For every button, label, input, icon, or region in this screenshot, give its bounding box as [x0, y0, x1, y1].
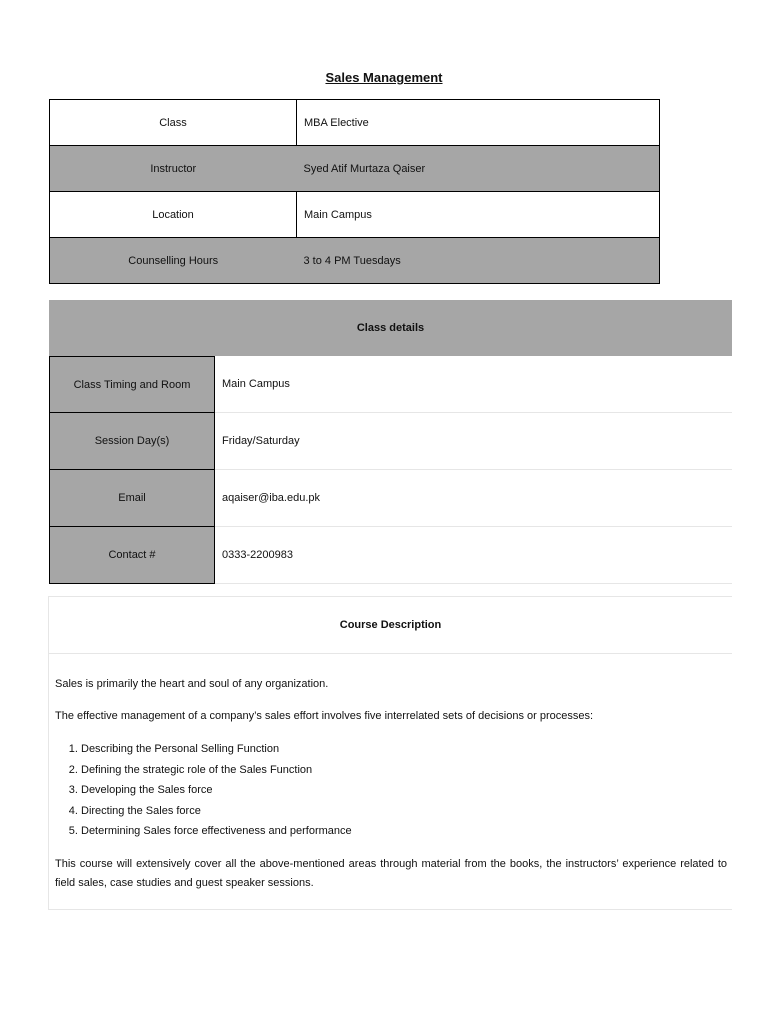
detail-value: Friday/Saturday — [215, 413, 732, 470]
detail-row-timing — [49, 356, 732, 413]
detail-value: aqaiser@iba.edu.pk — [215, 470, 732, 527]
course-intro: Sales is primarily the heart and soul of any organization. — [55, 678, 329, 690]
detail-value: Main Campus — [215, 356, 732, 413]
class-details-table — [49, 356, 732, 584]
course-closing: This course will extensively cover all the above-mentioned areas through material from the books, the instructors’ experience related to field sales, case studies and guest speaker sessions. — [55, 857, 727, 889]
detail-label: Email — [49, 470, 215, 527]
list-item: 2. Defining the strategic role of the Sales Function — [81, 760, 727, 781]
detail-label: Class Timing and Room — [49, 356, 215, 413]
course-description-heading: Course Description — [49, 597, 732, 654]
document-title: Sales Management — [325, 70, 443, 85]
info-row-location — [50, 192, 660, 238]
list-item: 5. Determining Sales force effectiveness and performance — [81, 821, 727, 842]
info-label: Class — [50, 100, 297, 146]
class-details-heading: Class details — [49, 300, 732, 356]
course-info-table — [49, 99, 660, 284]
info-value: 3 to 4 PM Tuesdays — [297, 238, 660, 284]
detail-value: 0333-2200983 — [215, 527, 732, 584]
course-process-list — [55, 739, 727, 842]
info-value: MBA Elective — [297, 100, 660, 146]
info-label: Instructor — [50, 146, 297, 192]
detail-label: Contact # — [49, 527, 215, 584]
list-item: 1. Describing the Personal Selling Function — [81, 739, 727, 760]
detail-label: Session Day(s) — [49, 413, 215, 470]
info-row-instructor — [50, 146, 660, 192]
info-row-class — [50, 100, 660, 146]
detail-row-contact — [49, 527, 732, 584]
course-lead: The effective management of a company’s sales effort involves five interrelated sets of decisions or processes: — [55, 710, 594, 722]
detail-row-session-days — [49, 413, 732, 470]
info-label: Location — [50, 192, 297, 238]
list-item: 3. Developing the Sales force — [81, 780, 727, 801]
info-row-counselling-hours — [50, 238, 660, 284]
list-item: 4. Directing the Sales force — [81, 801, 727, 822]
course-description-box — [48, 596, 732, 910]
course-description-body — [49, 654, 732, 893]
info-value: Syed Atif Murtaza Qaiser — [297, 146, 660, 192]
info-label: Counselling Hours — [50, 238, 297, 284]
info-value: Main Campus — [297, 192, 660, 238]
detail-row-email — [49, 470, 732, 527]
